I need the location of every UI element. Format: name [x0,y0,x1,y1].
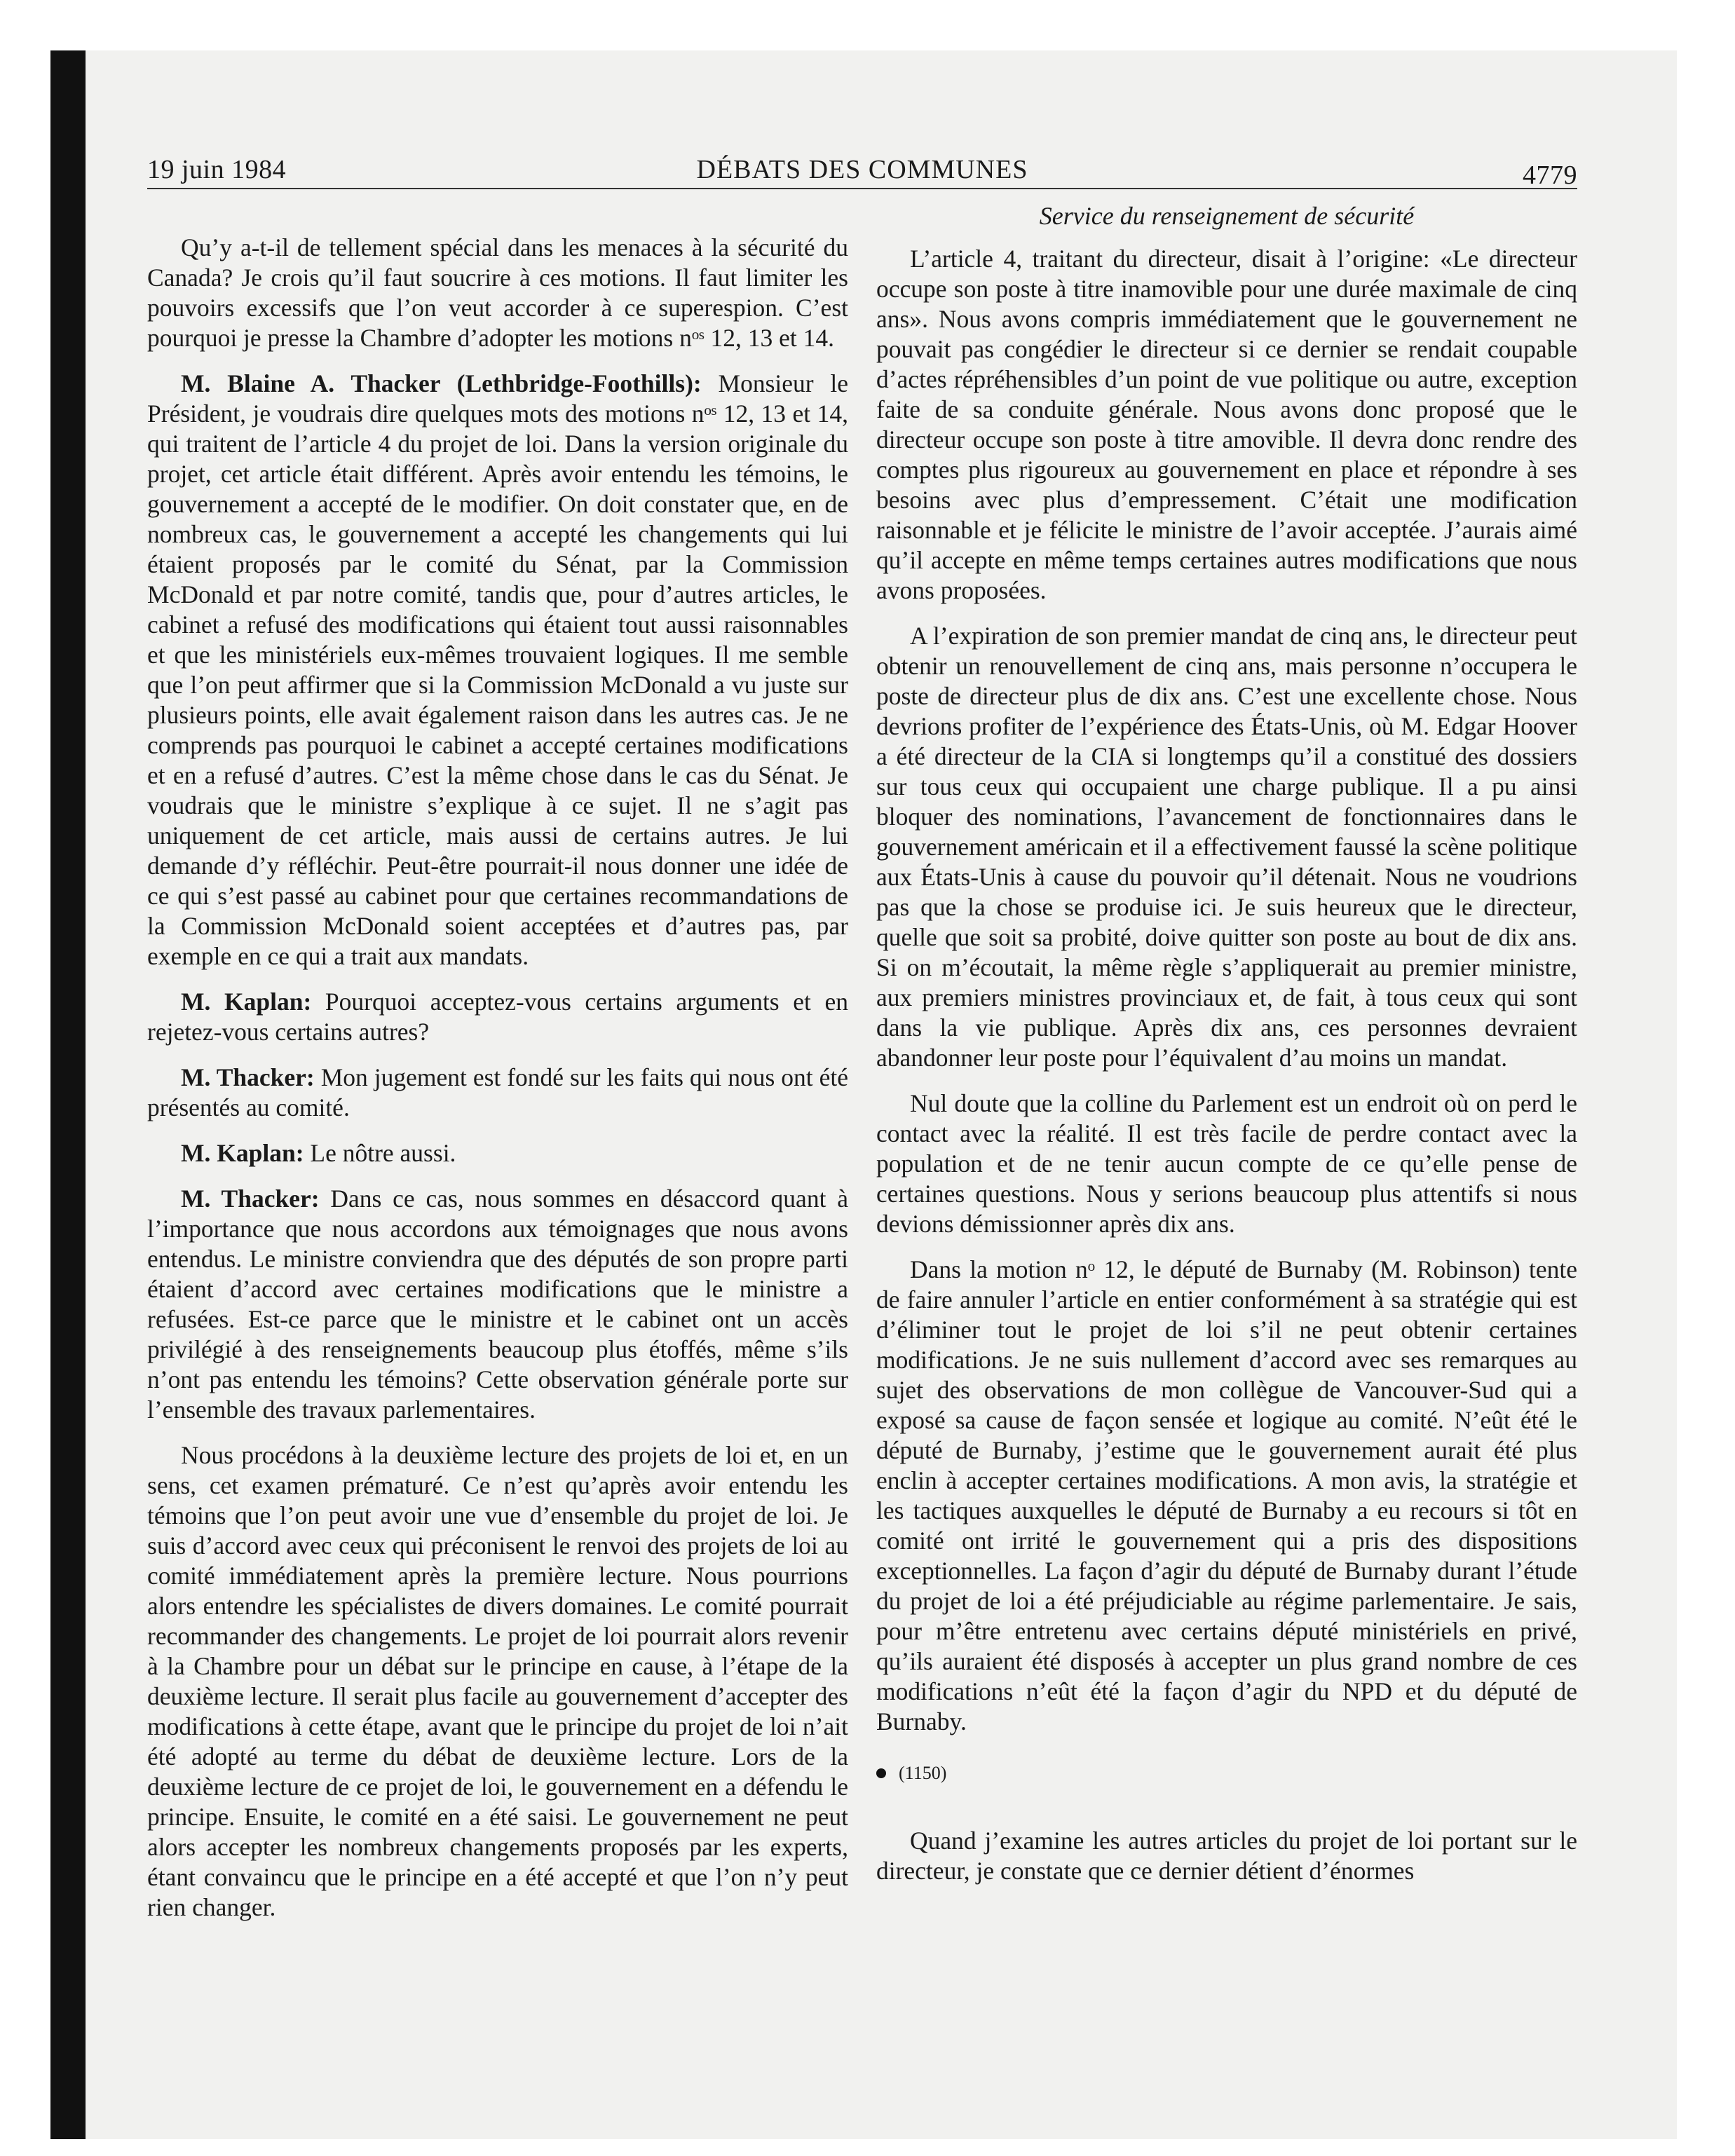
section-title: Service du renseignement de sécurité [1039,202,1415,230]
paragraph: Dans la motion nᵒ 12, le député de Burnaby (M. Robinson) tente de faire annuler l’article en entier conformément à sa stratégie qui est d’éliminer tout le projet de loi s’il ne peut obtenir certaines modifications. Je ne suis nullement d’accord avec ses remarques au sujet des observations de mon collègue de Vancouver-Sud qui a exposé sa cause de façon sensée et logique au comité. N’eût été le député de Burnaby, j’estime que le gouvernement aurait été plus enclin à accepter certaines modifications. A mon avis, la stratégie et les tactiques auxquelles le député de Burnaby a eu recours si tôt en comité ont irrité le gouvernement qui a pris des dispositions exceptionnelles. La façon d’agir du député de Burnaby durant l’étude du projet de loi a été préjudiciable au régime parlementaire. Je sais, pour m’être entretenu avec certains député ministériels en privé, qu’ils auraient été disposés à accepter un plus grand nombre de ces modifications n’eût été la façon d’agir du NPD et du député de Burnaby. [876,1255,1577,1735]
speaker-name: M. Kaplan: [181,988,312,1016]
right-paragraphs-top [876,244,1577,1737]
left-column [147,189,848,1938]
paragraph-text: Monsieur le Président, je voudrais dire quelques mots des motions nᵒˢ 12, 13 et 14, qui traitent de l’article 4 du projet de loi. Dans la version originale du projet, cet article était différent. Après avoir entendu les témoins, le gouvernement a accepté de le modifier. On doit constater que, en de nombreux cas, le gouvernement a accepté les changements qui lui étaient proposés par le comité du Sénat, par la Commission McDonald et par notre comité, tandis que, pour d’autres articles, le cabinet a refusé des modifications qui étaient tout aussi raisonnables et que les ministériels eux-mêmes trouvaient logiques. Il me semble que l’on peut affirmer que si la Commission McDonald a vu juste sur plusieurs points, elle avait également raison dans les autres cas. Je ne comprends pas pourquoi le cabinet a accepté certaines modifications et en a refusé d’autres. C’est la même chose dans le cas du Sénat. Je voudrais que le ministre s’explique à ce sujet. Il ne s’agit pas uniquement de cet article, mais aussi de certains autres. Je lui demande d’y réfléchir. Peut-être pourrait-il nous donner une idée de ce qui s’est passé au cabinet pour que certaines recommandations de la Commission McDonald soient acceptées et d’autres pas, par exemple en ce qui a trait aux mandats. [147,369,848,970]
paragraph [147,369,848,971]
hansard-page [147,149,1577,1938]
paragraph-text: Pourquoi acceptez-vous certains arguments et en rejetez-vous certains autres? [147,988,848,1046]
paragraph-text: Le nôtre aussi. [304,1139,456,1167]
paragraph-text: Qu’y a-t-il de tellement spécial dans les menaces à la sécurité du Canada? Je crois qu’il faut soucrire à ces motions. Il faut limiter les pouvoirs excessifs que l’on veut accorder à ce superespion. C’est pourquoi je presse la Chambre d’adopter les motions nᵒˢ 12, 13 et 14. [147,233,848,352]
paragraph-text: Nous procédons à la deuxième lecture des projets de loi et, en un sens, cet examen prématuré. Ce n’est qu’après avoir entendu les témoins que l’on peut avoir une vue d’ensemble du projet de loi. Je suis d’accord avec ceux qui préconisent le renvoi des projets de loi au comité immédiatement après la première lecture. Nous pourrions alors entendre les spécialistes de divers domaines. Le comité pourrait recommander des changements. Le projet de loi pourrait alors revenir à la Chambre pour un débat sur le principe en cause, à l’étape de la deuxième lecture. Il serait plus facile au gouvernement d’accepter des modifications à cette étape, avant que le principe du projet de loi n’ait été adopté au terme du débat de deuxième lecture. Lors de la deuxième lecture de ce projet de loi, le gouvernement en a défendu le principe. Ensuite, le comité en a été saisi. Le gouvernement ne peut alors accepter les nombreux changements proposés par les experts, étant convaincu que le principe en a été accepté et que l’on n’y peut rien changer. [147,1441,848,1921]
paragraph-text: Mon jugement est fondé sur les faits qui nous ont été présentés au comité. [147,1063,849,1121]
paragraph [147,1138,848,1168]
paragraph [147,233,848,353]
paragraph-text: Dans ce cas, nous sommes en désaccord quant à l’importance que nous accordons aux témoignages que nous avons entendus. Le ministre conviendra que des députés de son propre parti étaient d’accord avec certaines modifications que le ministre a refusées. Est-ce parce que le ministre et le cabinet ont un accès privilégié à des renseignements beaucoup plus étoffés, même s’ils n’ont pas entendu les témoins? Cette observation générale porte sur l’ensemble des travaux parlementaires. [147,1185,848,1424]
time-marker-label: (1150) [899,1763,947,1783]
right-paragraphs-bottom [876,1826,1577,1886]
paragraph: Quand j’examine les autres articles du projet de loi portant sur le directeur, je constate que ce dernier détient d’énormes [876,1827,1577,1885]
paragraph [147,1440,848,1923]
paragraph [147,987,848,1047]
header-title: DÉBATS DES COMMUNES [696,155,1028,184]
paragraph: L’article 4, traitant du directeur, disait à l’origine: «Le directeur occupe son poste à titre inamovible pour une durée maximale de cinq ans». Nous avons compris immédiatement que le gouvernement ne pouvait pas congédier le directeur si ce dernier se rendait coupable d’actes répréhensibles d’un point de vue politique ou autre, exception faite de sa conduite générale. Nous avons donc proposé que le directeur occupe son poste à titre amovible. Il devra donc rendre des comptes plus rigoureux au gouvernement en place et répondre à ses besoins avec plus d’empressement. C’était une modification raisonnable et je félicite le ministre de l’avoir acceptée. J’aurais aimé qu’il accepte en même temps certaines autres modifications que nous avons proposées. [876,245,1577,604]
speaker-name: M. Blaine A. Thacker (Lethbridge-Foothills): [181,369,702,397]
header-page-number: 4779 [1523,161,1577,190]
bullet-dot-icon [876,1768,886,1778]
left-column-top-space [147,189,848,233]
right-column [876,189,1577,1938]
two-column-body [147,189,1577,1938]
speaker-name: M. Thacker: [181,1185,320,1213]
paragraph [147,1063,848,1123]
paragraph: A l’expiration de son premier mandat de cinq ans, le directeur peut obtenir un renouvellement de cinq ans, mais personne n’occupera le poste de directeur plus de dix ans. C’est une excellente chose. Nous devrions profiter de l’expérience des États-Unis, où M. Edgar Hoover a été directeur de la CIA si longtemps qu’il a constitué des dossiers sur tous ceux qui occupaient une charge publique. Il a pu ainsi bloquer des nominations, l’avancement de fonctionnaires dans le gouvernement américain et il a effectivement faussé la scène politique aux États-Unis à cause du pouvoir qu’il détenait. Nous ne voudrions pas que la chose se produise ici. Je suis heureux que le directeur, quelle que soit sa probité, doive quitter son poste au bout de dix ans. Si on m’écoutait, la même règle s’appliquerait au premier ministre, aux premiers ministres provinciaux et, de fait, à tous ceux qui sont dans la vie publique. Après dix ans, ces personnes devraient abandonner leur poste pour l’équivalent d’au moins un mandat. [876,622,1577,1072]
speaker-name: M. Thacker: [181,1063,315,1091]
paragraph [147,1184,848,1425]
scan-binding-edge [50,50,86,2139]
paragraph: Nul doute que la colline du Parlement est un endroit où on perd le contact avec la réalité. Il est très facile de perdre contact avec la population et de ne tenir aucun compte de ce qu’elle pense de certaines questions. Nous y serions beaucoup plus attentifs si nous devions démissionner après dix ans. [876,1089,1577,1238]
running-header [147,149,1577,189]
left-paragraphs [147,233,848,1923]
header-date: 19 juin 1984 [147,155,287,184]
speaker-name: M. Kaplan: [181,1139,304,1167]
time-marker [876,1758,1577,1788]
